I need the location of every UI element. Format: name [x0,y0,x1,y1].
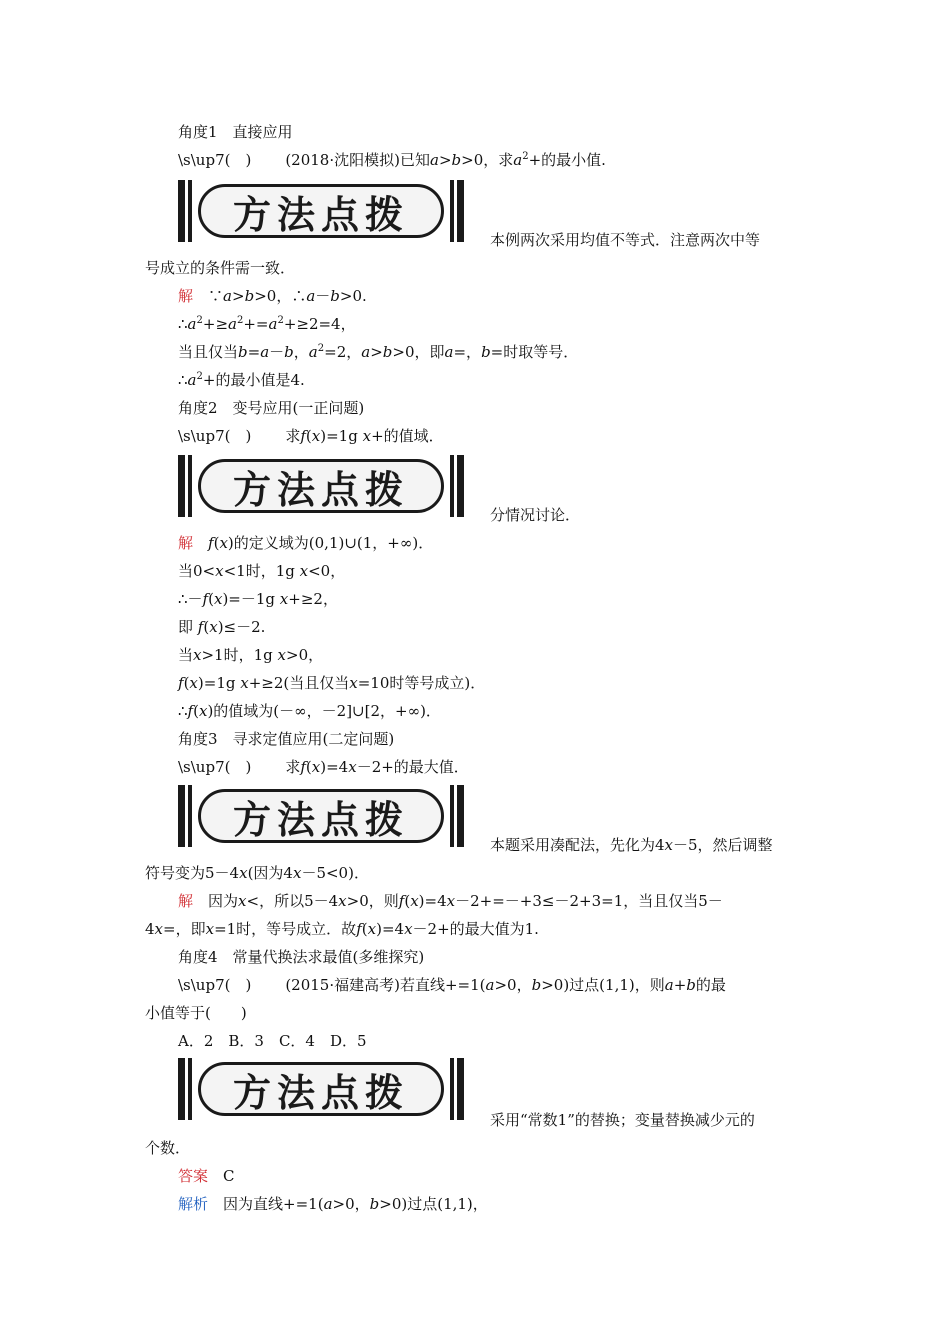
tip3-line1: 本题采用凑配法，先化为4x－5，然后调整 [490,836,773,854]
angle2-title: 角度2 变号应用(一正问题) [178,399,365,417]
method-banner-4 [178,1058,464,1120]
sol3-line2: 4x=，即x=1时，等号成立．故f(x)=4x－2+的最大值为1. [145,920,539,938]
sol1-line4: $\therefore a^2+$的最小值是4. [178,371,305,389]
sol2-line5: 当x>1时，1g x>0， [178,646,324,664]
angle4-options: A．2 B．3 C．4 D．5 [178,1032,367,1050]
method-banner-3 [178,785,464,847]
tip4-line1: 采用“常数1”的替换；变量替换减少元的 [490,1111,755,1129]
sol2-line2: 当0<x<1时，1g x<0， [178,562,346,580]
tip4-line2: 个数． [145,1139,191,1157]
tip2-line: 分情况讨论． [490,506,581,524]
sol2-line4: 即 f(x)≤－2. [178,618,266,636]
sol2-line7: ∴f(x)的值域为(－∞，－2]∪[2，+∞)． [178,702,441,720]
angle3-title: 角度3 寻求定值应用(二定问题) [178,730,395,748]
method-banner-1 [178,180,464,242]
angle4-title: 角度4 常量代换法求最值(多维探究) [178,948,425,966]
explanation-line: 解析 因为直线+=1(a>0，b>0)过点(1,1)， [178,1195,488,1213]
tip1-line1: 本例两次采用均值不等式．注意两次中等 [490,231,761,249]
angle3-question: \s\up7( ) 求f(x)=4x－2+的最大值． [178,758,469,776]
angle2-question: \s\up7( ) 求f(x)=1g x+的值域． [178,427,444,445]
sol2-line1: 解 f(x)的定义域为(0,1)∪(1，+∞)． [178,534,434,552]
sol2-line6: f(x)=1g x+≥2(当且仅当x=10时等号成立)． [178,674,486,692]
sol1-line2: $\therefore a^2+\ge a^2+=a^2+\ge 2=4$， [178,315,356,333]
banner-label: 方法点拨 [232,467,409,512]
method-banner-2 [178,455,464,517]
angle1-title: 角度1 直接应用 [178,123,293,141]
sol1-line3: 当且仅当b=a－b，$a^2=2$，a>b>0，即a=，b=时取等号． [178,343,579,361]
sol3-line1: 解 因为x<，所以5－4x>0，则f(x)=4x－2+=－+3≤－2+3=1，当且仅当5－ [178,892,723,910]
sol1-line1: 解 ∵a>b>0，∴a－b>0. [178,287,367,305]
answer-value: C [223,1167,235,1185]
explanation-label: 解析 [178,1195,209,1213]
angle4-question-line1: \s\up7( ) (2015·福建高考)若直线+=1(a>0，b>0)过点(1,1)，则a+b的最 [178,976,726,994]
answer-line [178,1162,843,1190]
tip3-line2: 符号变为5－4x(因为4x－5<0)． [145,864,369,882]
banner-label: 方法点拨 [232,192,409,237]
angle4-question-line2: 小值等于( ) [145,1004,247,1022]
tip1-line2: 号成立的条件需一致． [145,259,296,277]
banner-label: 方法点拨 [232,1070,409,1115]
banner-label: 方法点拨 [232,797,409,842]
answer-label: 答案 [178,1167,209,1185]
sol2-line3: ∴－f(x)=－1g x+≥2， [178,590,338,608]
angle1-question: \s\up7( ) (2018·沈阳模拟)已知a>b>0，求$a^2+$的最小值. [178,151,606,169]
